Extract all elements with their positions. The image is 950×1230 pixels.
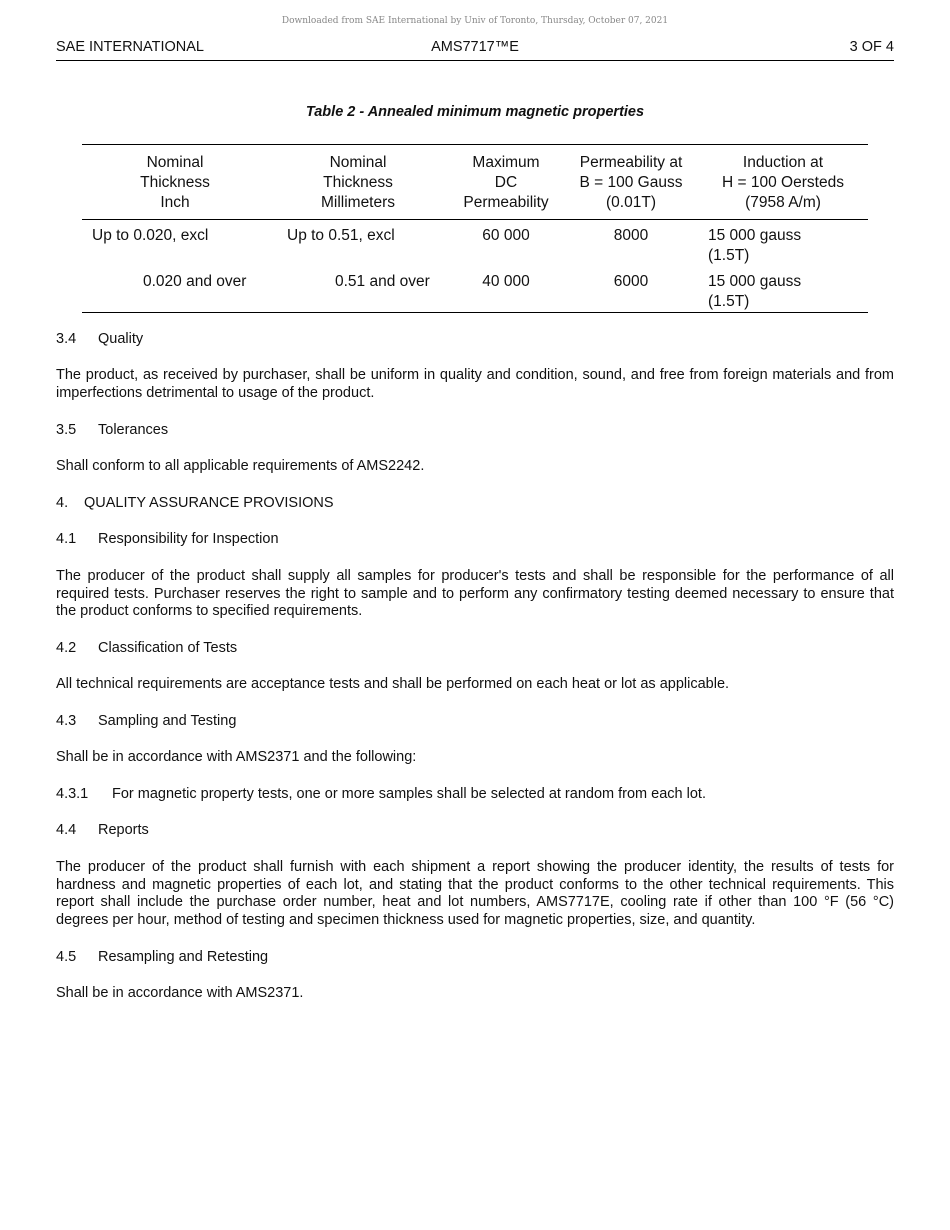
section-number: 4. bbox=[56, 495, 69, 511]
section-heading-4-1 bbox=[56, 531, 279, 547]
section-number: 4.5 bbox=[56, 949, 77, 965]
page-header bbox=[56, 38, 894, 61]
section-number: 4.3.1 bbox=[56, 786, 89, 802]
cell-thickness-inch: 0.020 and over bbox=[143, 273, 247, 290]
paragraph-resampling: Shall be in accordance with AMS2371. bbox=[56, 985, 304, 1001]
section-title: Quality bbox=[98, 331, 144, 347]
column-header-thickness-inch: Nominal Thickness Inch bbox=[140, 154, 210, 211]
section-title: Sampling and Testing bbox=[98, 713, 237, 729]
cell-thickness-mm: 0.51 and over bbox=[335, 273, 430, 290]
section-title: Reports bbox=[98, 822, 149, 838]
section-heading-4 bbox=[56, 495, 334, 511]
section-number: 3.5 bbox=[56, 422, 77, 438]
section-heading-4-4 bbox=[56, 822, 149, 838]
section-number: 4.3 bbox=[56, 713, 77, 729]
paragraph-responsibility: The producer of the product shall supply all samples for producer's tests and shall be responsible for the performance of all required tests. Purchaser reserves the right to sample and to perform any confirmatory testing deemed necessary to ensure that the product conforms to specified requirements. bbox=[56, 568, 894, 619]
paragraph-quality: The product, as received by purchaser, shall be uniform in quality and condition, sound, and free from foreign materials and from imperfections detrimental to usage of the product. bbox=[56, 367, 894, 401]
section-text: For magnetic property tests, one or more samples shall be selected at random from each lot. bbox=[112, 786, 706, 802]
header-organization: SAE INTERNATIONAL bbox=[56, 39, 204, 55]
section-title: Resampling and Retesting bbox=[98, 949, 269, 965]
header-page-number: 3 OF 4 bbox=[849, 39, 894, 55]
section-number: 4.2 bbox=[56, 640, 77, 656]
section-number: 3.4 bbox=[56, 331, 77, 347]
magnetic-properties-table bbox=[82, 144, 868, 313]
download-watermark: Downloaded from SAE International by Univ of Toronto, Thursday, October 07, 2021 bbox=[281, 16, 669, 26]
table-header-row bbox=[82, 145, 868, 220]
paragraph-reports: The producer of the product shall furnish with each shipment a report showing the producer identity, the results of tests for hardness and magnetic properties of each lot, and stating that the product conforms to the other technical requirements. This report shall include the purchase order number, heat and lot numbers, AMS7717E, cooling rate if other than 100 °F (56 °C) degrees per hour, method of testing and specimen thickness used for magnetic properties, size, and quantity. bbox=[56, 859, 894, 928]
cell-permeability: 6000 bbox=[613, 273, 649, 290]
section-title: QUALITY ASSURANCE PROVISIONS bbox=[84, 495, 334, 511]
cell-max-dc-permeability: 60 000 bbox=[482, 227, 530, 244]
paragraph-classification: All technical requirements are acceptance tests and shall be performed on each heat or lot as applicable. bbox=[56, 676, 730, 692]
column-header-max-dc-permeability: Maximum DC Permeability bbox=[463, 154, 549, 211]
cell-induction: 15 000 gauss (1.5T) bbox=[708, 227, 802, 264]
table-row bbox=[82, 266, 868, 312]
section-heading-4-2 bbox=[56, 640, 237, 656]
column-header-permeability-100-gauss: Permeability at B = 100 Gauss (0.01T) bbox=[579, 154, 683, 211]
cell-induction: 15 000 gauss (1.5T) bbox=[708, 273, 802, 310]
section-number: 4.1 bbox=[56, 531, 77, 547]
table-title: Table 2 - Annealed minimum magnetic properties bbox=[305, 104, 645, 120]
section-heading-4-3 bbox=[56, 713, 236, 729]
column-header-thickness-mm: Nominal Thickness Millimeters bbox=[320, 154, 396, 211]
header-document-id: AMS7717™E bbox=[431, 39, 519, 55]
section-title: Classification of Tests bbox=[98, 640, 238, 656]
section-heading-3-4 bbox=[56, 331, 143, 347]
column-header-induction-100-oersteds: Induction at H = 100 Oersteds (7958 A/m) bbox=[722, 154, 844, 211]
cell-thickness-mm: Up to 0.51, excl bbox=[287, 227, 395, 244]
section-title: Tolerances bbox=[98, 422, 169, 438]
section-number: 4.4 bbox=[56, 822, 77, 838]
section-heading-3-5 bbox=[56, 422, 168, 438]
cell-thickness-inch: Up to 0.020, excl bbox=[92, 227, 209, 244]
section-title: Responsibility for Inspection bbox=[98, 531, 279, 547]
section-4-3-1 bbox=[56, 786, 706, 802]
paragraph-sampling: Shall be in accordance with AMS2371 and the following: bbox=[56, 749, 417, 765]
paragraph-tolerances: Shall conform to all applicable requirements of AMS2242. bbox=[56, 458, 425, 474]
cell-max-dc-permeability: 40 000 bbox=[482, 273, 530, 290]
section-heading-4-5 bbox=[56, 949, 268, 965]
table-row bbox=[82, 220, 868, 266]
cell-permeability: 8000 bbox=[613, 227, 649, 244]
